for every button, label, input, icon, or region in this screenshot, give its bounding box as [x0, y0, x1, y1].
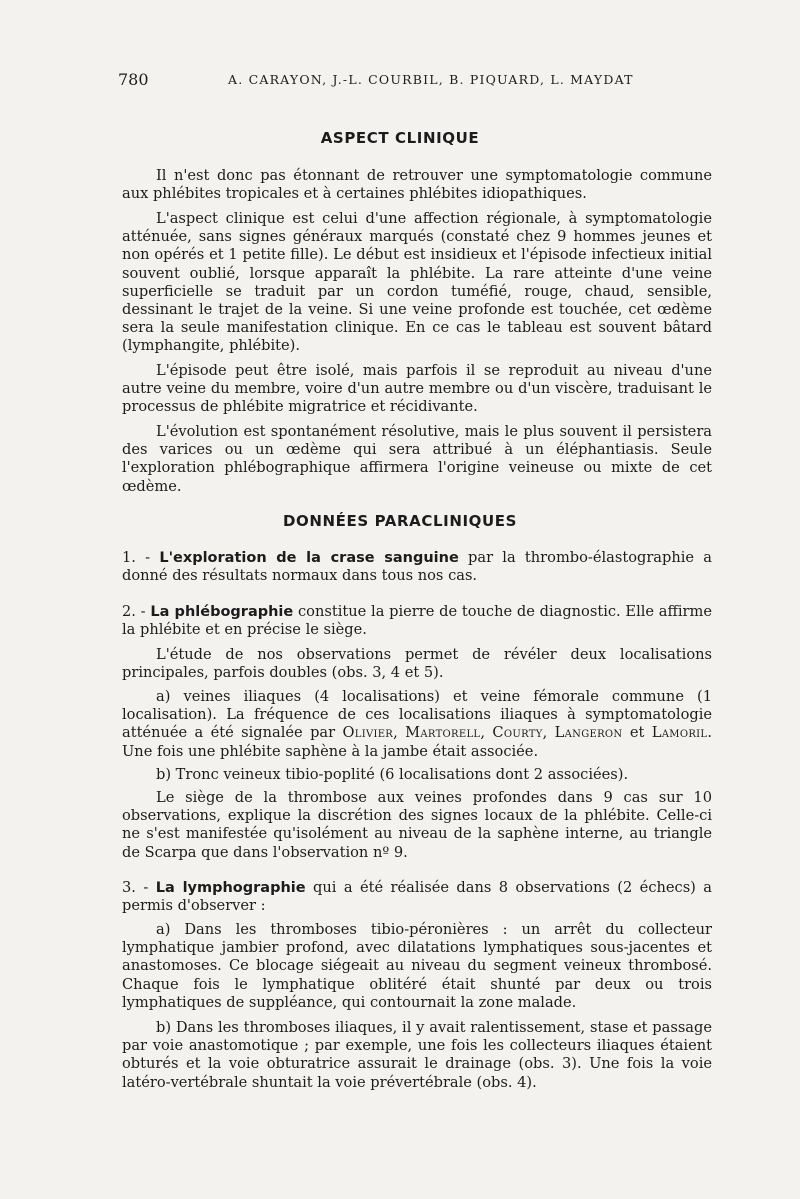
item-2-b: b) Tronc veineux tibio-poplité (6 localisations dont 2 associées). — [156, 766, 629, 783]
item-3-number: 3. - — [122, 879, 156, 896]
paragraph: Le siège de la thrombose aux veines profondes dans 9 cas sur 10 observations, explique la discrétion des signes locaux de la phlébite. Celle-ci ne s'est manifestée qu'isolément au niveau de la saphène interne, au triangle de Scarpa que dans l'observation nº 9. — [122, 789, 712, 861]
item-3-title: La lymphographie — [155, 880, 306, 896]
item-1-number: 1. - — [122, 549, 160, 566]
heading-aspect-clinique: ASPECT CLINIQUE — [320, 129, 480, 147]
paragraph: L'étude de nos observations permet de révéler deux localisations principales, parfois doubles (obs. 3, 4 et 5). — [122, 646, 712, 682]
page-number: 780 — [118, 70, 149, 89]
paragraph: L'aspect clinique est celui d'une affection régionale, à symptomatologie atténuée, sans signes généraux marqués (constaté chez 9 hommes jeunes et non opérés et 1 petite fille). Le début est insidieux et l'épisode infectieux initial souvent oublié, lorsque apparaît la phlébite. La rare atteinte d'une veine superficielle se traduit par un cordon tuméfié, rouge, chaud, sensible, dessinant le trajet de la veine. Si une veine profonde est touchée, cet œdème sera la seule manifestation clinique. En ce cas le tableau est souvent bâtard (lymphangite, phlébite). — [122, 210, 712, 355]
item-2-text: constitue la pierre de touche de diagnostic. Elle affirme la phlébite et en précise le siège. — [122, 603, 712, 639]
paragraph: Il n'est donc pas étonnant de retrouver une symptomatologie commune aux phlébites tropicales et à certaines phlébites idiopathiques. — [122, 167, 712, 203]
item-1 — [122, 549, 712, 585]
item-2-title: La phlébographie — [150, 604, 294, 620]
paragraph: L'évolution est spontanément résolutive, mais le plus souvent il persistera des varices ou un œdème qui sera attribué à un éléphantiasis. Seule l'exploration phlébographique affirmera l'origine veineuse ou mixte de cet œdème. — [122, 423, 712, 495]
item-3-a: a) Dans les thromboses tibio-péronières : un arrêt du collecteur lymphatique jambier profond, avec dilatations lymphatiques sous-jacentes et anastomoses. Ce blocage siégeait au niveau du segment veineux thrombosé. Chaque fois le lymphatique oblitéré était shunté par deux ou trois lymphatiques de suppléance, qui contournait la zone malade. — [122, 921, 712, 1011]
author-name: Lamoril — [651, 724, 708, 742]
author-name: Langeron — [554, 724, 623, 742]
item-1-title: L'exploration de la crase sanguine — [159, 550, 459, 566]
heading-donnees-paracliniques: DONNÉES PARACLINIQUES — [282, 512, 518, 530]
item-2-number: 2. - — [122, 603, 151, 620]
author-name: Olivier — [342, 724, 394, 742]
item-2 — [122, 603, 712, 639]
item-2-a-tail: . Une fois une phlébite saphène à la jambe était associée. — [122, 724, 712, 760]
item-2-a: a) veines iliaques (4 localisations) et veine fémorale commune (1 localisation). La fréquence de ces localisations iliaques à symptomatologie atténuée a été signalée par Olivier, Martorell, Courty, Langeron et Lamoril. Une fois une phlébite saphène à la jambe était associée. — [122, 688, 712, 760]
item-3-b: b) Dans les thromboses iliaques, il y avait ralentissement, stase et passage par voie anastomotique ; par exemple, une fois les collecteurs iliaques étaient obturés et la voie obturatrice assurait le drainage (obs. 3). Une fois la voie latéro-vertébrale shuntait la voie prévertébrale (obs. 4). — [122, 1019, 712, 1091]
item-1-text: par la thrombo-élastographie a donné des résultats normaux dans tous nos cas. — [122, 549, 712, 585]
running-head-authors: A. CARAYON, J.-L. COURBIL, B. PIQUARD, L. MAYDAT — [228, 72, 634, 87]
item-3 — [122, 879, 712, 915]
author-name: Courty — [492, 724, 543, 742]
item-3-text: qui a été réalisée dans 8 observations (2 échecs) a permis d'observer : — [122, 879, 713, 915]
paragraph: L'épisode peut être isolé, mais parfois il se reproduit au niveau d'une autre veine du membre, voire d'un autre membre ou d'un viscère, traduisant le processus de phlébite migratrice et récidivante. — [122, 362, 712, 416]
author-name: Martorell — [405, 724, 481, 742]
item-2-a-text: a) veines iliaques (4 localisations) et veine fémorale commune (1 localisation). La fréquence de ces localisations iliaques à symptomatologie atténuée a été signalée par — [122, 688, 712, 742]
